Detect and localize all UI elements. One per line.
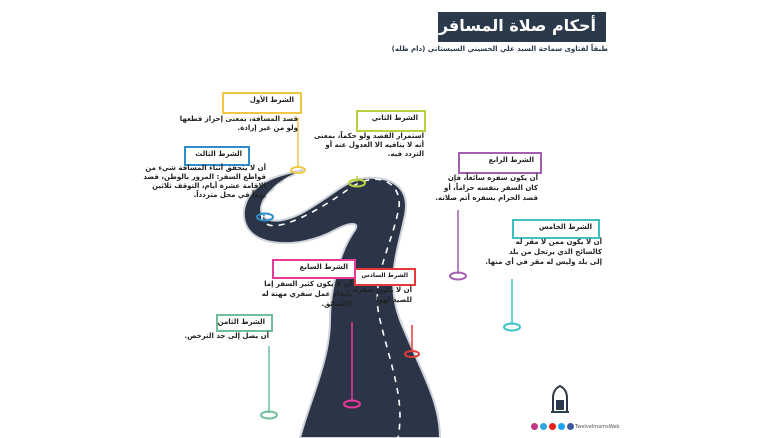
condition-text: أن يكون سفره سائغاً، فإن (447, 174, 538, 182)
condition-text: أن لا يكون ممن لا مقر له (515, 238, 602, 246)
condition-text: كالسائق. (321, 300, 352, 308)
condition-text: أن لا يكون سفره (353, 286, 412, 294)
condition-text: يوماً في محل متردداً. (193, 191, 266, 199)
condition-text: قصد الحرام بسفره أتم صلاته. (435, 194, 538, 202)
condition-text: إلى بلد وليس له مقر في أي منها. (485, 258, 602, 266)
youtube-icon[interactable] (549, 423, 556, 430)
condition-title: الشرط الثامن (217, 318, 265, 326)
condition-text: كان السفر بنفسه حراماً، أو (443, 184, 538, 192)
condition-title: الشرط الخامس (538, 223, 592, 231)
condition-text: قصد المسافة، بمعنى إحراز قطعها (179, 115, 298, 123)
condition-text: الإقامة عشرة أيام، التوقف ثلاثين (152, 182, 266, 190)
condition-box-5 (512, 219, 600, 239)
condition-box-4 (458, 152, 542, 174)
page-subtitle: طبقاً لفتاوى سماحة السيد علي الحسيني السيستاني (دام ظله) (391, 45, 608, 53)
twitter-icon[interactable] (558, 423, 565, 430)
condition-box-3 (184, 146, 250, 166)
condition-text: استمرار القصد ولو حكماً، بمعنى (313, 132, 424, 140)
footer-handle[interactable]: TwelveImamsWeb (575, 424, 620, 430)
mosque-logo (551, 386, 569, 412)
condition-title: الشرط الرابع (488, 156, 534, 164)
condition-text: أن يصل إلى حد الترخص. (184, 332, 269, 340)
condition-box-8 (216, 314, 273, 332)
condition-box-7 (272, 259, 356, 279)
condition-box-2 (356, 110, 426, 132)
condition-text: أنه لا ينافيه الا العدول عنه أو (325, 141, 424, 149)
condition-text: أن لا يتحقق أثناء المسافة شيء من (145, 164, 266, 172)
condition-text: أن لا يكون كثير السفر إما (264, 280, 352, 288)
condition-text: باتخاذ عمل سفري مهنة له (261, 290, 352, 298)
condition-box-6 (354, 268, 416, 286)
condition-text: كالسائح الذي يرتحل من بلد (508, 248, 602, 256)
condition-text: التردد فيه. (387, 150, 424, 158)
condition-title: الشرط السابع (299, 263, 348, 271)
condition-title: الشرط الثاني (371, 114, 418, 122)
telegram-icon[interactable] (540, 423, 547, 430)
condition-text: ولو من غير إرادة. (237, 124, 298, 132)
page-title: أحكام صلاة المسافر (438, 16, 596, 35)
condition-box-1 (222, 92, 302, 114)
condition-title: الشرط الأول (249, 96, 294, 104)
facebook-icon[interactable] (567, 423, 574, 430)
condition-title: الشرط السادس (361, 272, 408, 279)
condition-text: للصيد لهوا. (373, 296, 412, 304)
condition-text: قواطع السفر: المرور بالوطن، قصد (143, 173, 266, 181)
instagram-icon[interactable] (531, 423, 538, 430)
condition-title: الشرط الثالث (195, 150, 242, 158)
title-banner (438, 12, 606, 42)
